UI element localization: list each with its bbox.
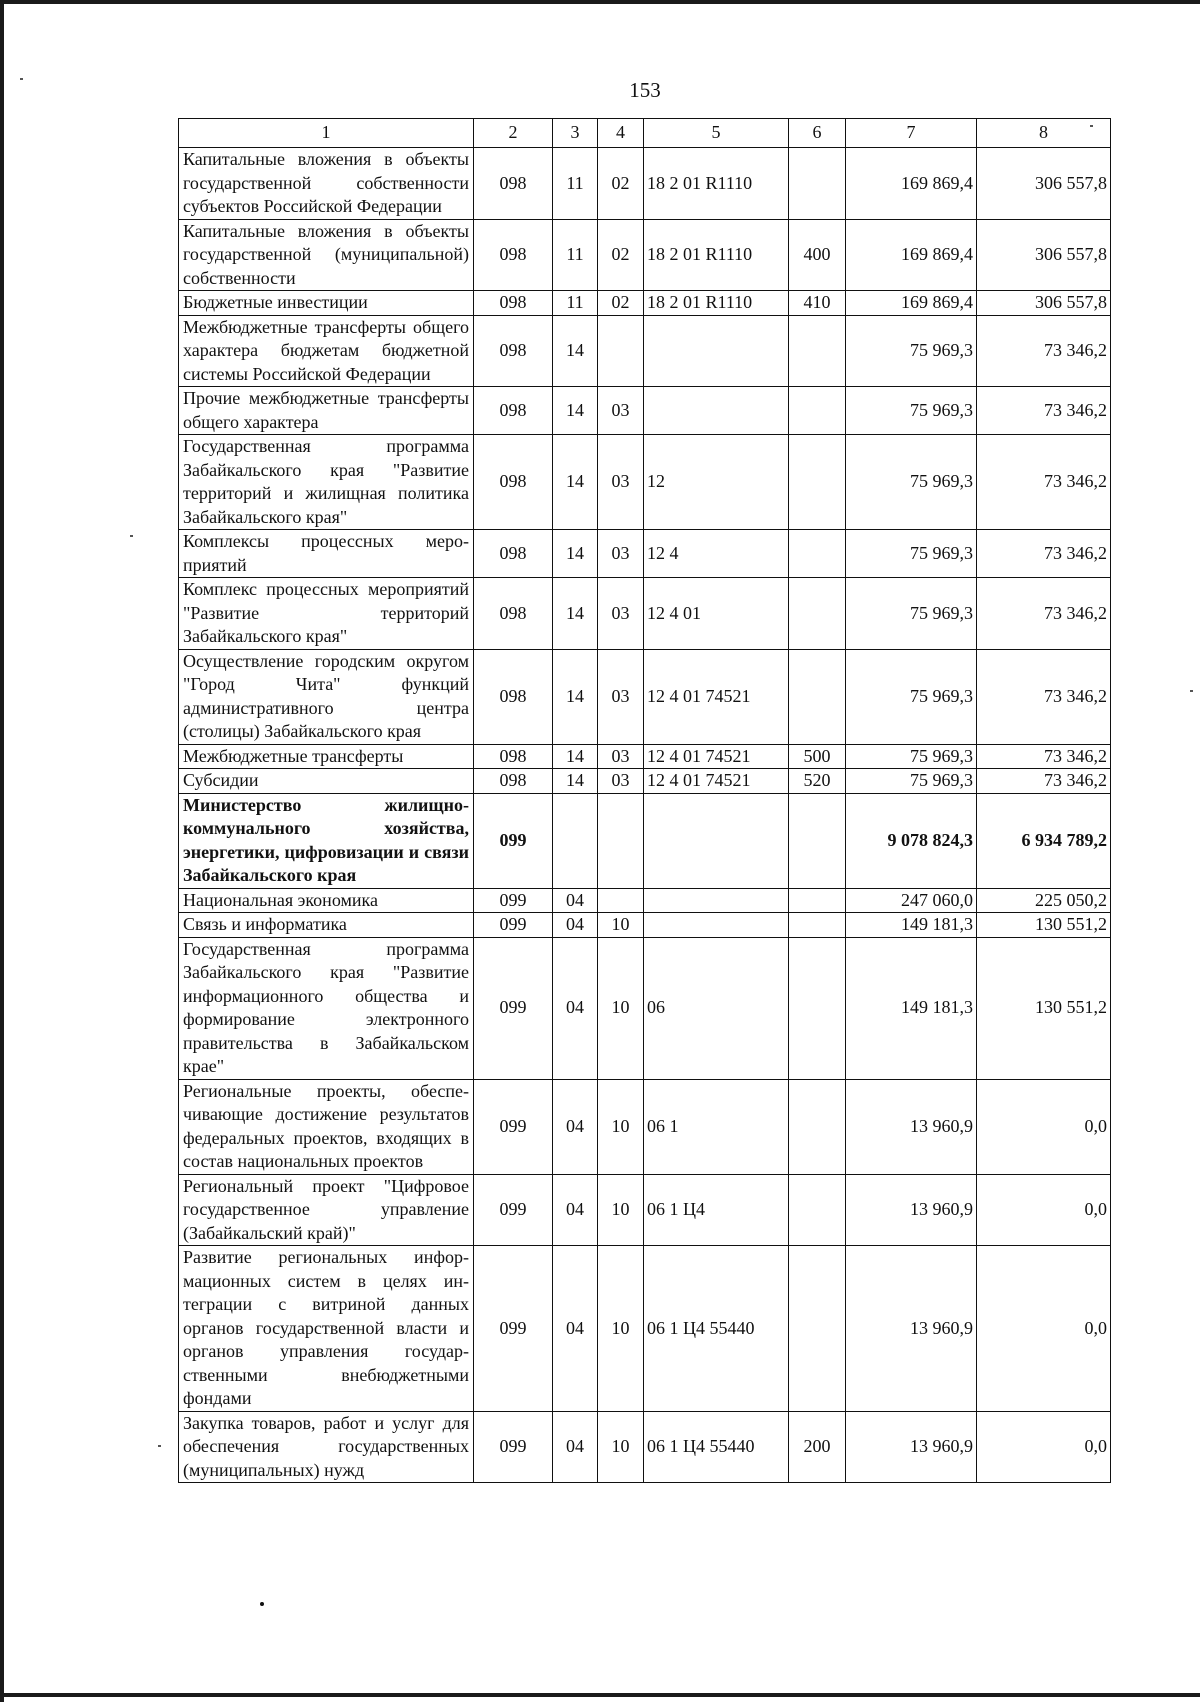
amount-year1-cell: 169 869,4 bbox=[846, 291, 977, 316]
admin-code-cell: 099 bbox=[474, 1079, 553, 1174]
scan-border-left bbox=[0, 0, 4, 1702]
table-row bbox=[179, 291, 1111, 316]
scan-border-bottom bbox=[0, 1693, 1200, 1697]
admin-code-cell: 098 bbox=[474, 291, 553, 316]
row-name-cell: Капитальные вложения в объекты государственной собственности субъектов Российской Федерации bbox=[179, 148, 474, 220]
admin-code-cell: 098 bbox=[474, 578, 553, 650]
section-cell: 14 bbox=[553, 387, 598, 435]
admin-code-cell: 098 bbox=[474, 315, 553, 387]
amount-year1-cell: 13 960,9 bbox=[846, 1411, 977, 1483]
admin-code-cell: 099 bbox=[474, 1174, 553, 1246]
subsection-cell: 02 bbox=[598, 148, 644, 220]
amount-year1-cell: 169 869,4 bbox=[846, 148, 977, 220]
table-row bbox=[179, 937, 1111, 1079]
amount-year1-cell: 75 969,3 bbox=[846, 744, 977, 769]
row-name-cell: Развитие региональных информационных систем в целях интеграции с витриной данных органов государственной власти и органов управления государственными внебюджетными фондами bbox=[179, 1246, 474, 1412]
subsection-cell: 10 bbox=[598, 937, 644, 1079]
amount-year1-cell: 75 969,3 bbox=[846, 387, 977, 435]
section-cell: 14 bbox=[553, 315, 598, 387]
target-article-cell: 06 1 bbox=[644, 1079, 789, 1174]
subsection-cell bbox=[598, 888, 644, 913]
expense-type-cell: 200 bbox=[789, 1411, 846, 1483]
target-article-cell: 12 4 01 74521 bbox=[644, 769, 789, 794]
table-row bbox=[179, 1079, 1111, 1174]
amount-year1-cell: 75 969,3 bbox=[846, 530, 977, 578]
target-article-cell: 06 1 Ц4 bbox=[644, 1174, 789, 1246]
expense-type-cell bbox=[789, 530, 846, 578]
row-name-cell: Субсидии bbox=[179, 769, 474, 794]
section-cell bbox=[553, 793, 598, 888]
expense-type-cell bbox=[789, 435, 846, 530]
expense-type-cell bbox=[789, 649, 846, 744]
scan-dot bbox=[260, 1602, 264, 1606]
table-row bbox=[179, 435, 1111, 530]
target-article-cell: 18 2 01 R1110 bbox=[644, 291, 789, 316]
admin-code-cell: 098 bbox=[474, 148, 553, 220]
row-name-cell: Региональные проекты, обеспечивающие достижение результатов федеральных проектов, входящих в состав национальных проектов bbox=[179, 1079, 474, 1174]
table-row bbox=[179, 769, 1111, 794]
amount-year2-cell: 6 934 789,2 bbox=[977, 793, 1111, 888]
amount-year1-cell: 75 969,3 bbox=[846, 435, 977, 530]
row-name-cell: Министерство жилищно-коммунального хозяйства, энергетики, цифровизации и связи Забайкальского края bbox=[179, 793, 474, 888]
table-row bbox=[179, 578, 1111, 650]
table-row bbox=[179, 530, 1111, 578]
expense-type-cell bbox=[789, 578, 846, 650]
table-row bbox=[179, 913, 1111, 938]
admin-code-cell: 098 bbox=[474, 219, 553, 291]
subsection-cell: 10 bbox=[598, 913, 644, 938]
section-cell: 14 bbox=[553, 578, 598, 650]
target-article-cell: 06 1 Ц4 55440 bbox=[644, 1246, 789, 1412]
expense-type-cell bbox=[789, 387, 846, 435]
subsection-cell bbox=[598, 793, 644, 888]
table-row bbox=[179, 315, 1111, 387]
header-cell: 2 bbox=[474, 119, 553, 148]
expense-type-cell bbox=[789, 937, 846, 1079]
header-cell: 8 bbox=[977, 119, 1111, 148]
subsection-cell: 02 bbox=[598, 291, 644, 316]
amount-year1-cell: 169 869,4 bbox=[846, 219, 977, 291]
target-article-cell bbox=[644, 913, 789, 938]
row-name-cell: Комплекс процессных мероприятий "Развитие территорий Забайкальского края" bbox=[179, 578, 474, 650]
row-name-cell: Национальная экономика bbox=[179, 888, 474, 913]
amount-year2-cell: 0,0 bbox=[977, 1079, 1111, 1174]
admin-code-cell: 098 bbox=[474, 744, 553, 769]
section-cell: 04 bbox=[553, 888, 598, 913]
table-row bbox=[179, 793, 1111, 888]
subsection-cell: 03 bbox=[598, 387, 644, 435]
expense-type-cell bbox=[789, 793, 846, 888]
row-name-cell: Бюджетные инвестиции bbox=[179, 291, 474, 316]
expense-type-cell bbox=[789, 148, 846, 220]
section-cell: 04 bbox=[553, 913, 598, 938]
admin-code-cell: 099 bbox=[474, 937, 553, 1079]
scan-speck bbox=[130, 535, 133, 537]
amount-year1-cell: 13 960,9 bbox=[846, 1174, 977, 1246]
table-row bbox=[179, 888, 1111, 913]
admin-code-cell: 099 bbox=[474, 1411, 553, 1483]
amount-year2-cell: 225 050,2 bbox=[977, 888, 1111, 913]
section-cell: 14 bbox=[553, 744, 598, 769]
section-cell: 04 bbox=[553, 1079, 598, 1174]
section-cell: 11 bbox=[553, 148, 598, 220]
expense-type-cell bbox=[789, 1174, 846, 1246]
expense-type-cell bbox=[789, 888, 846, 913]
row-name-cell: Комплексы процессных мероприятий bbox=[179, 530, 474, 578]
target-article-cell: 12 4 01 74521 bbox=[644, 744, 789, 769]
table-row bbox=[179, 387, 1111, 435]
section-cell: 04 bbox=[553, 1411, 598, 1483]
section-cell: 11 bbox=[553, 291, 598, 316]
header-cell: 3 bbox=[553, 119, 598, 148]
scan-speck bbox=[1190, 690, 1193, 692]
amount-year2-cell: 0,0 bbox=[977, 1174, 1111, 1246]
target-article-cell: 12 bbox=[644, 435, 789, 530]
section-cell: 04 bbox=[553, 1174, 598, 1246]
amount-year2-cell: 73 346,2 bbox=[977, 435, 1111, 530]
admin-code-cell: 098 bbox=[474, 530, 553, 578]
amount-year1-cell: 149 181,3 bbox=[846, 937, 977, 1079]
scan-speck bbox=[20, 78, 23, 80]
amount-year1-cell: 13 960,9 bbox=[846, 1246, 977, 1412]
row-name-cell: Прочие межбюджетные трансферты общего характера bbox=[179, 387, 474, 435]
header-cell: 7 bbox=[846, 119, 977, 148]
amount-year2-cell: 0,0 bbox=[977, 1246, 1111, 1412]
section-cell: 14 bbox=[553, 769, 598, 794]
row-name-cell: Капитальные вложения в объекты государственной (муниципальной) собственности bbox=[179, 219, 474, 291]
amount-year2-cell: 306 557,8 bbox=[977, 219, 1111, 291]
table-row bbox=[179, 649, 1111, 744]
header-cell: 6 bbox=[789, 119, 846, 148]
subsection-cell: 10 bbox=[598, 1079, 644, 1174]
admin-code-cell: 098 bbox=[474, 387, 553, 435]
expense-type-cell: 500 bbox=[789, 744, 846, 769]
section-cell: 14 bbox=[553, 530, 598, 578]
expense-type-cell: 520 bbox=[789, 769, 846, 794]
budget-table bbox=[178, 118, 1111, 1483]
section-cell: 04 bbox=[553, 1246, 598, 1412]
header-cell: 5 bbox=[644, 119, 789, 148]
row-name-cell: Региональный проект "Цифровое государственное управление (Забайкальский край)" bbox=[179, 1174, 474, 1246]
target-article-cell bbox=[644, 315, 789, 387]
subsection-cell: 03 bbox=[598, 649, 644, 744]
subsection-cell: 10 bbox=[598, 1174, 644, 1246]
expense-type-cell bbox=[789, 913, 846, 938]
expense-type-cell bbox=[789, 1079, 846, 1174]
subsection-cell: 10 bbox=[598, 1411, 644, 1483]
target-article-cell: 18 2 01 R1110 bbox=[644, 219, 789, 291]
section-cell: 14 bbox=[553, 435, 598, 530]
admin-code-cell: 099 bbox=[474, 913, 553, 938]
amount-year2-cell: 130 551,2 bbox=[977, 937, 1111, 1079]
table-row bbox=[179, 1174, 1111, 1246]
table-row bbox=[179, 219, 1111, 291]
target-article-cell bbox=[644, 888, 789, 913]
table-body bbox=[179, 148, 1111, 1483]
table-row bbox=[179, 148, 1111, 220]
expense-type-cell: 410 bbox=[789, 291, 846, 316]
target-article-cell: 18 2 01 R1110 bbox=[644, 148, 789, 220]
expense-type-cell bbox=[789, 315, 846, 387]
amount-year1-cell: 13 960,9 bbox=[846, 1079, 977, 1174]
subsection-cell: 02 bbox=[598, 219, 644, 291]
target-article-cell: 06 bbox=[644, 937, 789, 1079]
subsection-cell: 10 bbox=[598, 1246, 644, 1412]
amount-year2-cell: 73 346,2 bbox=[977, 315, 1111, 387]
admin-code-cell: 098 bbox=[474, 435, 553, 530]
expense-type-cell: 400 bbox=[789, 219, 846, 291]
target-article-cell: 06 1 Ц4 55440 bbox=[644, 1411, 789, 1483]
amount-year2-cell: 73 346,2 bbox=[977, 578, 1111, 650]
subsection-cell bbox=[598, 315, 644, 387]
admin-code-cell: 099 bbox=[474, 1246, 553, 1412]
amount-year1-cell: 247 060,0 bbox=[846, 888, 977, 913]
target-article-cell bbox=[644, 793, 789, 888]
amount-year2-cell: 306 557,8 bbox=[977, 148, 1111, 220]
amount-year1-cell: 75 969,3 bbox=[846, 649, 977, 744]
amount-year2-cell: 0,0 bbox=[977, 1411, 1111, 1483]
section-cell: 11 bbox=[553, 219, 598, 291]
header-cell: 1 bbox=[179, 119, 474, 148]
section-cell: 14 bbox=[553, 649, 598, 744]
section-cell: 04 bbox=[553, 937, 598, 1079]
header-cell: 4 bbox=[598, 119, 644, 148]
admin-code-cell: 099 bbox=[474, 888, 553, 913]
table-header-row bbox=[179, 119, 1111, 148]
subsection-cell: 03 bbox=[598, 530, 644, 578]
amount-year1-cell: 9 078 824,3 bbox=[846, 793, 977, 888]
admin-code-cell: 098 bbox=[474, 769, 553, 794]
amount-year1-cell: 149 181,3 bbox=[846, 913, 977, 938]
expense-type-cell bbox=[789, 1246, 846, 1412]
amount-year2-cell: 73 346,2 bbox=[977, 769, 1111, 794]
target-article-cell bbox=[644, 387, 789, 435]
row-name-cell: Связь и информатика bbox=[179, 913, 474, 938]
table-row bbox=[179, 744, 1111, 769]
table-row bbox=[179, 1411, 1111, 1483]
row-name-cell: Государственная программа Забайкальского края "Развитие информационного общества и формирование электронного правительства в Забайкальском крае" bbox=[179, 937, 474, 1079]
subsection-cell: 03 bbox=[598, 769, 644, 794]
amount-year1-cell: 75 969,3 bbox=[846, 578, 977, 650]
row-name-cell: Межбюджетные трансферты общего характера бюджетам бюджетной системы Российской Федерации bbox=[179, 315, 474, 387]
scan-speck bbox=[158, 1445, 161, 1447]
target-article-cell: 12 4 01 74521 bbox=[644, 649, 789, 744]
row-name-cell: Осуществление городским округом "Город Чита" функций административного центра (столицы) Забайкальского края bbox=[179, 649, 474, 744]
amount-year1-cell: 75 969,3 bbox=[846, 769, 977, 794]
amount-year2-cell: 73 346,2 bbox=[977, 530, 1111, 578]
amount-year1-cell: 75 969,3 bbox=[846, 315, 977, 387]
scan-border-top bbox=[0, 0, 1200, 4]
amount-year2-cell: 306 557,8 bbox=[977, 291, 1111, 316]
row-name-cell: Государственная программа Забайкальского края "Развитие территорий и жилищная политика Забайкальского края" bbox=[179, 435, 474, 530]
amount-year2-cell: 130 551,2 bbox=[977, 913, 1111, 938]
admin-code-cell: 099 bbox=[474, 793, 553, 888]
subsection-cell: 03 bbox=[598, 744, 644, 769]
page-number: 153 bbox=[629, 78, 661, 102]
amount-year2-cell: 73 346,2 bbox=[977, 387, 1111, 435]
table-row bbox=[179, 1246, 1111, 1412]
amount-year2-cell: 73 346,2 bbox=[977, 744, 1111, 769]
target-article-cell: 12 4 01 bbox=[644, 578, 789, 650]
amount-year2-cell: 73 346,2 bbox=[977, 649, 1111, 744]
admin-code-cell: 098 bbox=[474, 649, 553, 744]
target-article-cell: 12 4 bbox=[644, 530, 789, 578]
subsection-cell: 03 bbox=[598, 435, 644, 530]
row-name-cell: Закупка товаров, работ и услуг для обеспечения государственных (муниципальных) нужд bbox=[179, 1411, 474, 1483]
subsection-cell: 03 bbox=[598, 578, 644, 650]
row-name-cell: Межбюджетные трансферты bbox=[179, 744, 474, 769]
